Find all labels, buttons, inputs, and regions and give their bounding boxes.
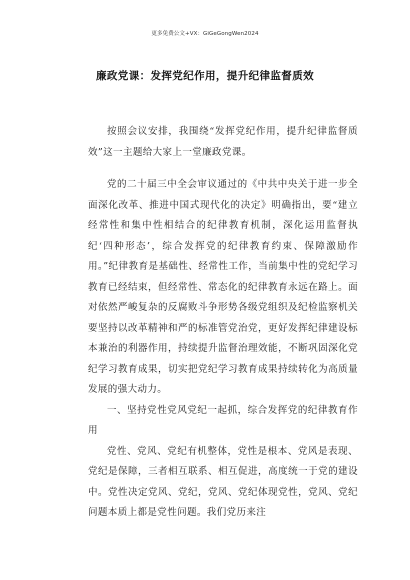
document-body [88, 122, 358, 524]
paragraph-section-1: 党性、党风、党纪有机整体，党性是根本、党风是表现、党纪是保障，三者相互联系、相互促进，高度统一于党的建设中。党性决定党风、党纪，党风、党纪体现党性，党风、党纪问题本质上都是党性问题。我们党历来注 [88, 445, 358, 518]
header-note: 更多免费公文+VX：GiGeGongWen2024 [151, 31, 259, 37]
paragraph-intro: 按照会议安排，我围绕“发挥党纪作用，提升纪律监督质效”这一主题给大家上一堂廉政党课。 [88, 126, 358, 158]
section-heading: 一、坚持党性党风党纪一起抓，综合发挥党的纪律教育作用 [88, 404, 358, 436]
paragraph-main: 党的二十届三中全会审议通过的《中共中央关于进一步全面深化改革、推进中国式现代化的决定》明确指出，要“建立经常性和集中性相结合的纪律教育机制，深化运用监督执纪‘四种形态’，综合发挥党的纪律教育约束、保障激励作用。”纪律教育是基础性、经常性工作，当前集中性的党纪学习教育已经结束，但经常性、常态化的纪律教育永远在路上。面对依然严峻复杂的反腐败斗争形势各级党组织及纪检监察机关要坚持以改革精神和严的标准管党治党，更好发挥纪律建设标本兼治的利器作用，持续提升监督治理效能，不断巩固深化党纪学习教育成果，切实把党纪学习教育成果持续转化为高质量发展的强大动力。 [88, 179, 358, 395]
document-title: 廉政党课：发挥党纪作用，提升纪律监督质效 [96, 70, 314, 82]
